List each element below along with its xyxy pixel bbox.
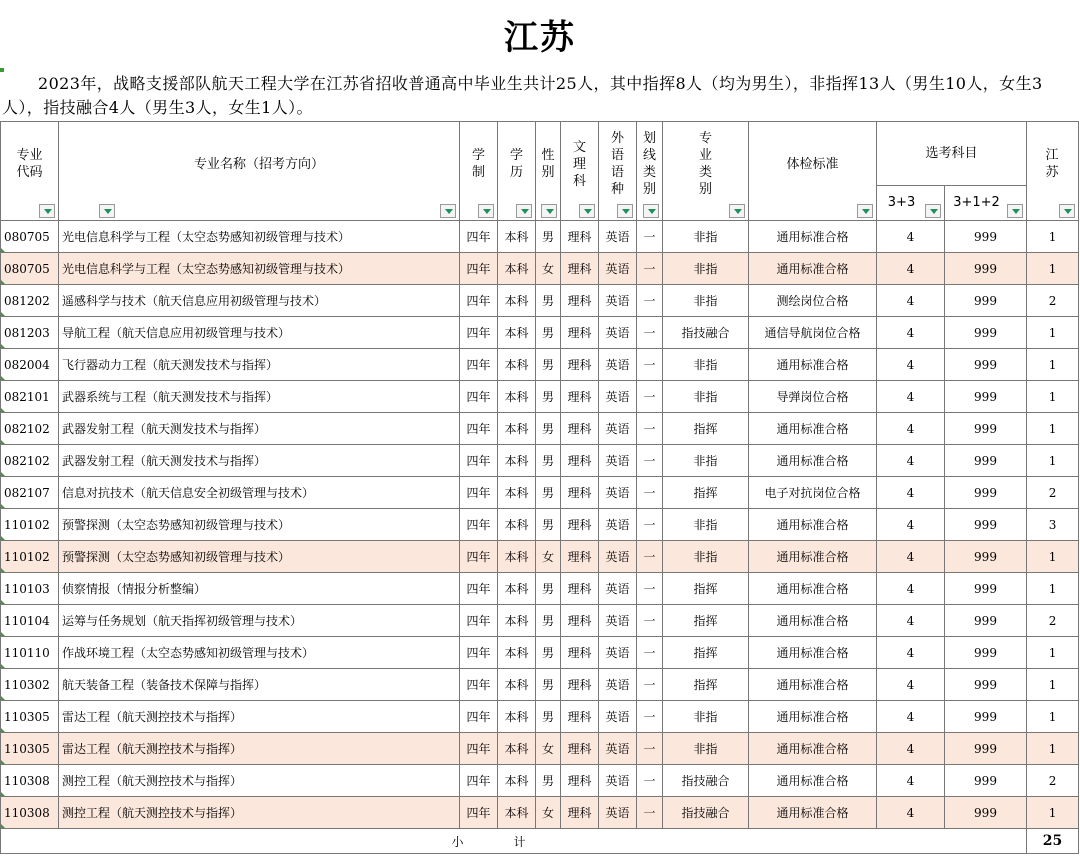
- province-count-cell: 1: [1027, 445, 1079, 477]
- name-cell: 作战环境工程（太空态势感知初级管理与技术）: [59, 637, 460, 669]
- name-cell: 测控工程（航天测控技术与指挥）: [59, 765, 460, 797]
- duration-cell: 四年: [460, 797, 498, 829]
- lang-cell: 英语: [599, 509, 637, 541]
- code-cell: 110305: [1, 733, 59, 765]
- gender-cell: 男: [536, 637, 561, 669]
- subject-cell: 理科: [561, 509, 599, 541]
- province-count-cell: 1: [1027, 221, 1079, 253]
- exam-a-cell: 4: [877, 541, 945, 573]
- line-cell: 一: [637, 605, 663, 637]
- category-cell: 非指: [663, 221, 749, 253]
- header-exam-a: 3+3: [877, 185, 945, 220]
- exam-a-cell: 4: [877, 317, 945, 349]
- exam-a-cell: 4: [877, 509, 945, 541]
- subject-cell: 理科: [561, 637, 599, 669]
- health-cell: 通用标准合格: [749, 413, 877, 445]
- province-count-cell: 1: [1027, 381, 1079, 413]
- health-cell: 通用标准合格: [749, 797, 877, 829]
- duration-cell: 四年: [460, 573, 498, 605]
- name-cell: 武器系统与工程（航天测发技术与指挥）: [59, 381, 460, 413]
- health-cell: 通用标准合格: [749, 509, 877, 541]
- gender-cell: 男: [536, 349, 561, 381]
- exam-b-cell: 999: [945, 637, 1027, 669]
- line-cell: 一: [637, 477, 663, 509]
- code-cell: 110110: [1, 637, 59, 669]
- gender-cell: 男: [536, 605, 561, 637]
- health-cell: 通用标准合格: [749, 541, 877, 573]
- province-count-cell: 1: [1027, 733, 1079, 765]
- filter-dropdown[interactable]: [1007, 204, 1023, 218]
- code-cell: 082101: [1, 381, 59, 413]
- table-row: [1, 701, 1079, 733]
- exam-b-cell: 999: [945, 477, 1027, 509]
- exam-a-cell: 4: [877, 349, 945, 381]
- exam-b-cell: 999: [945, 381, 1027, 413]
- degree-cell: 本科: [498, 765, 536, 797]
- name-cell: 雷达工程（航天测控技术与指挥）: [59, 733, 460, 765]
- lang-cell: 英语: [599, 317, 637, 349]
- health-cell: 通用标准合格: [749, 445, 877, 477]
- code-cell: 110102: [1, 541, 59, 573]
- name-cell: 信息对抗技术（航天信息安全初级管理与技术）: [59, 477, 460, 509]
- category-cell: 非指: [663, 445, 749, 477]
- gender-cell: 男: [536, 509, 561, 541]
- degree-cell: 本科: [498, 573, 536, 605]
- subject-cell: 理科: [561, 573, 599, 605]
- lang-cell: 英语: [599, 445, 637, 477]
- header-health: 体检标准: [749, 122, 877, 221]
- category-cell: 指挥: [663, 573, 749, 605]
- table-row: [1, 637, 1079, 669]
- lang-cell: 英语: [599, 477, 637, 509]
- exam-b-cell: 999: [945, 221, 1027, 253]
- degree-cell: 本科: [498, 669, 536, 701]
- table-row: [1, 733, 1079, 765]
- province-count-cell: 1: [1027, 349, 1079, 381]
- lang-cell: 英语: [599, 637, 637, 669]
- line-cell: 一: [637, 253, 663, 285]
- exam-b-cell: 999: [945, 445, 1027, 477]
- table-row: [1, 797, 1079, 829]
- code-cell: 082107: [1, 477, 59, 509]
- degree-cell: 本科: [498, 285, 536, 317]
- header-degree: 学历: [498, 122, 536, 221]
- exam-a-cell: 4: [877, 477, 945, 509]
- filter-dropdown[interactable]: [643, 204, 659, 218]
- degree-cell: 本科: [498, 349, 536, 381]
- filter-dropdown[interactable]: [579, 204, 595, 218]
- gender-cell: 女: [536, 253, 561, 285]
- subject-cell: 理科: [561, 733, 599, 765]
- exam-a-cell: 4: [877, 605, 945, 637]
- subject-cell: 理科: [561, 541, 599, 573]
- header-code: 专业代码: [1, 122, 59, 221]
- exam-a-cell: 4: [877, 573, 945, 605]
- gender-cell: 女: [536, 797, 561, 829]
- lang-cell: 英语: [599, 733, 637, 765]
- exam-b-cell: 999: [945, 605, 1027, 637]
- line-cell: 一: [637, 701, 663, 733]
- category-cell: 指挥: [663, 669, 749, 701]
- degree-cell: 本科: [498, 381, 536, 413]
- exam-b-cell: 999: [945, 765, 1027, 797]
- category-cell: 指挥: [663, 605, 749, 637]
- category-cell: 指技融合: [663, 765, 749, 797]
- gender-cell: 男: [536, 445, 561, 477]
- table-row: [1, 413, 1079, 445]
- filter-dropdown[interactable]: [516, 204, 532, 218]
- gender-cell: 男: [536, 285, 561, 317]
- lang-cell: 英语: [599, 413, 637, 445]
- lang-cell: 英语: [599, 285, 637, 317]
- health-cell: 通用标准合格: [749, 701, 877, 733]
- header-exam-b: 3+1+2: [945, 185, 1027, 220]
- name-cell: 预警探测（太空态势感知初级管理与技术）: [59, 541, 460, 573]
- exam-b-cell: 999: [945, 541, 1027, 573]
- subject-cell: 理科: [561, 445, 599, 477]
- header-gender: 性别: [536, 122, 561, 221]
- category-cell: 非指: [663, 701, 749, 733]
- duration-cell: 四年: [460, 733, 498, 765]
- filter-dropdown[interactable]: [440, 204, 456, 218]
- duration-cell: 四年: [460, 605, 498, 637]
- exam-b-cell: 999: [945, 349, 1027, 381]
- duration-cell: 四年: [460, 381, 498, 413]
- header-province: 江苏: [1027, 122, 1079, 221]
- duration-cell: 四年: [460, 349, 498, 381]
- lang-cell: 英语: [599, 349, 637, 381]
- table-row: [1, 573, 1079, 605]
- category-cell: 非指: [663, 541, 749, 573]
- category-cell: 非指: [663, 285, 749, 317]
- table-row: [1, 477, 1079, 509]
- category-cell: 指挥: [663, 413, 749, 445]
- filter-dropdown[interactable]: [729, 204, 745, 218]
- degree-cell: 本科: [498, 509, 536, 541]
- exam-a-cell: 4: [877, 701, 945, 733]
- code-cell: 110103: [1, 573, 59, 605]
- table-row: [1, 605, 1079, 637]
- table-row: [1, 669, 1079, 701]
- gender-cell: 男: [536, 669, 561, 701]
- province-count-cell: 2: [1027, 605, 1079, 637]
- health-cell: 通用标准合格: [749, 637, 877, 669]
- gender-cell: 男: [536, 701, 561, 733]
- table-row: [1, 445, 1079, 477]
- filter-dropdown[interactable]: [99, 204, 115, 218]
- degree-cell: 本科: [498, 413, 536, 445]
- province-count-cell: 1: [1027, 573, 1079, 605]
- name-cell: 武器发射工程（航天测发技术与指挥）: [59, 413, 460, 445]
- line-cell: 一: [637, 349, 663, 381]
- line-cell: 一: [637, 413, 663, 445]
- table-row: [1, 285, 1079, 317]
- table-row: [1, 221, 1079, 253]
- table-row: [1, 541, 1079, 573]
- filter-dropdown[interactable]: [857, 204, 873, 218]
- code-cell: 110308: [1, 765, 59, 797]
- header-duration: 学制: [460, 122, 498, 221]
- lang-cell: 英语: [599, 669, 637, 701]
- health-cell: 通用标准合格: [749, 605, 877, 637]
- province-count-cell: 1: [1027, 701, 1079, 733]
- line-cell: 一: [637, 669, 663, 701]
- degree-cell: 本科: [498, 253, 536, 285]
- province-count-cell: 2: [1027, 477, 1079, 509]
- health-cell: 通用标准合格: [749, 349, 877, 381]
- duration-cell: 四年: [460, 509, 498, 541]
- lang-cell: 英语: [599, 797, 637, 829]
- code-cell: 110305: [1, 701, 59, 733]
- degree-cell: 本科: [498, 445, 536, 477]
- gender-cell: 男: [536, 413, 561, 445]
- subject-cell: 理科: [561, 797, 599, 829]
- province-count-cell: 1: [1027, 637, 1079, 669]
- category-cell: 非指: [663, 509, 749, 541]
- gender-cell: 男: [536, 573, 561, 605]
- table-row: [1, 253, 1079, 285]
- code-cell: 080705: [1, 253, 59, 285]
- health-cell: 通用标准合格: [749, 669, 877, 701]
- subject-cell: 理科: [561, 701, 599, 733]
- duration-cell: 四年: [460, 669, 498, 701]
- degree-cell: 本科: [498, 637, 536, 669]
- province-count-cell: 1: [1027, 317, 1079, 349]
- table-row: [1, 765, 1079, 797]
- duration-cell: 四年: [460, 317, 498, 349]
- header-lang: 外语语种: [599, 122, 637, 221]
- duration-cell: 四年: [460, 253, 498, 285]
- gender-cell: 男: [536, 765, 561, 797]
- intro-paragraph: 2023年，战略支援部队航天工程大学在江苏省招收普通高中毕业生共计25人，其中指挥8人（均为男生），非指挥13人（男生10人，女生3人），指技融合4人（男生3人，女生1人）。: [2, 74, 1043, 117]
- duration-cell: 四年: [460, 637, 498, 669]
- exam-b-cell: 999: [945, 797, 1027, 829]
- subject-cell: 理科: [561, 477, 599, 509]
- exam-b-cell: 999: [945, 413, 1027, 445]
- duration-cell: 四年: [460, 477, 498, 509]
- code-cell: 110302: [1, 669, 59, 701]
- gender-cell: 女: [536, 541, 561, 573]
- degree-cell: 本科: [498, 541, 536, 573]
- health-cell: 通用标准合格: [749, 733, 877, 765]
- filter-dropdown[interactable]: [39, 204, 55, 218]
- code-cell: 080705: [1, 221, 59, 253]
- exam-b-cell: 999: [945, 253, 1027, 285]
- category-cell: 非指: [663, 253, 749, 285]
- exam-a-cell: 4: [877, 253, 945, 285]
- province-count-cell: 1: [1027, 541, 1079, 573]
- province-count-cell: 1: [1027, 413, 1079, 445]
- category-cell: 指技融合: [663, 797, 749, 829]
- duration-cell: 四年: [460, 445, 498, 477]
- exam-a-cell: 4: [877, 413, 945, 445]
- category-cell: 指技融合: [663, 317, 749, 349]
- province-count-cell: 2: [1027, 285, 1079, 317]
- subtotal-label: 小计: [1, 829, 1027, 854]
- code-cell: 110104: [1, 605, 59, 637]
- province-count-cell: 1: [1027, 669, 1079, 701]
- degree-cell: 本科: [498, 221, 536, 253]
- subject-cell: 理科: [561, 605, 599, 637]
- category-cell: 非指: [663, 381, 749, 413]
- line-cell: 一: [637, 285, 663, 317]
- name-cell: 光电信息科学与工程（太空态势感知初级管理与技术）: [59, 221, 460, 253]
- health-cell: 通用标准合格: [749, 253, 877, 285]
- table-row: [1, 349, 1079, 381]
- subject-cell: 理科: [561, 765, 599, 797]
- exam-b-cell: 999: [945, 317, 1027, 349]
- code-cell: 082102: [1, 445, 59, 477]
- table-row: [1, 317, 1079, 349]
- name-cell: 导航工程（航天信息应用初级管理与技术）: [59, 317, 460, 349]
- gender-cell: 男: [536, 381, 561, 413]
- name-cell: 飞行器动力工程（航天测发技术与指挥）: [59, 349, 460, 381]
- line-cell: 一: [637, 445, 663, 477]
- code-cell: 081202: [1, 285, 59, 317]
- province-count-cell: 2: [1027, 765, 1079, 797]
- header-exam-group: 选考科目: [877, 122, 1027, 186]
- health-cell: 通信导航岗位合格: [749, 317, 877, 349]
- name-cell: 武器发射工程（航天测发技术与指挥）: [59, 445, 460, 477]
- header-subject: 文理科: [561, 122, 599, 221]
- province-count-cell: 3: [1027, 509, 1079, 541]
- admission-table: [0, 121, 1079, 854]
- code-cell: 082102: [1, 413, 59, 445]
- name-cell: 遥感科学与技术（航天信息应用初级管理与技术）: [59, 285, 460, 317]
- header-name: 专业名称（招考方向）: [59, 122, 460, 221]
- name-cell: 雷达工程（航天测控技术与指挥）: [59, 701, 460, 733]
- code-cell: 110102: [1, 509, 59, 541]
- header-category: 专业类别: [663, 122, 749, 221]
- filter-dropdown[interactable]: [478, 204, 494, 218]
- category-cell: 指挥: [663, 477, 749, 509]
- subject-cell: 理科: [561, 317, 599, 349]
- health-cell: 测绘岗位合格: [749, 285, 877, 317]
- lang-cell: 英语: [599, 541, 637, 573]
- code-cell: 082004: [1, 349, 59, 381]
- page-title: 江苏: [504, 18, 576, 58]
- name-cell: 测控工程（航天测控技术与指挥）: [59, 797, 460, 829]
- duration-cell: 四年: [460, 413, 498, 445]
- duration-cell: 四年: [460, 541, 498, 573]
- health-cell: 通用标准合格: [749, 221, 877, 253]
- subject-cell: 理科: [561, 413, 599, 445]
- subject-cell: 理科: [561, 349, 599, 381]
- exam-b-cell: 999: [945, 701, 1027, 733]
- degree-cell: 本科: [498, 605, 536, 637]
- line-cell: 一: [637, 509, 663, 541]
- exam-a-cell: 4: [877, 221, 945, 253]
- degree-cell: 本科: [498, 317, 536, 349]
- filter-dropdown[interactable]: [617, 204, 633, 218]
- category-cell: 指挥: [663, 637, 749, 669]
- exam-a-cell: 4: [877, 445, 945, 477]
- code-cell: 110308: [1, 797, 59, 829]
- filter-dropdown[interactable]: [541, 204, 557, 218]
- line-cell: 一: [637, 573, 663, 605]
- name-cell: 运筹与任务规划（航天指挥初级管理与技术）: [59, 605, 460, 637]
- exam-a-cell: 4: [877, 765, 945, 797]
- exam-a-cell: 4: [877, 285, 945, 317]
- duration-cell: 四年: [460, 221, 498, 253]
- lang-cell: 英语: [599, 381, 637, 413]
- exam-b-cell: 999: [945, 509, 1027, 541]
- category-cell: 非指: [663, 349, 749, 381]
- duration-cell: 四年: [460, 765, 498, 797]
- province-count-cell: 1: [1027, 253, 1079, 285]
- subject-cell: 理科: [561, 381, 599, 413]
- exam-b-cell: 999: [945, 669, 1027, 701]
- exam-b-cell: 999: [945, 573, 1027, 605]
- header-line: 划线类别: [637, 122, 663, 221]
- degree-cell: 本科: [498, 733, 536, 765]
- subject-cell: 理科: [561, 285, 599, 317]
- line-cell: 一: [637, 317, 663, 349]
- filter-dropdown[interactable]: [1059, 204, 1075, 218]
- health-cell: 通用标准合格: [749, 765, 877, 797]
- province-count-cell: 1: [1027, 797, 1079, 829]
- lang-cell: 英语: [599, 573, 637, 605]
- exam-b-cell: 999: [945, 733, 1027, 765]
- name-cell: 预警探测（太空态势感知初级管理与技术）: [59, 509, 460, 541]
- table-row: [1, 509, 1079, 541]
- lang-cell: 英语: [599, 605, 637, 637]
- duration-cell: 四年: [460, 285, 498, 317]
- filter-dropdown[interactable]: [925, 204, 941, 218]
- gender-cell: 男: [536, 317, 561, 349]
- degree-cell: 本科: [498, 797, 536, 829]
- line-cell: 一: [637, 765, 663, 797]
- health-cell: 通用标准合格: [749, 573, 877, 605]
- gender-cell: 女: [536, 733, 561, 765]
- name-cell: 航天装备工程（装备技术保障与指挥）: [59, 669, 460, 701]
- subtotal-value: 25: [1027, 829, 1079, 854]
- code-cell: 081203: [1, 317, 59, 349]
- health-cell: 导弹岗位合格: [749, 381, 877, 413]
- line-cell: 一: [637, 733, 663, 765]
- gender-cell: 男: [536, 477, 561, 509]
- lang-cell: 英语: [599, 765, 637, 797]
- exam-a-cell: 4: [877, 669, 945, 701]
- line-cell: 一: [637, 381, 663, 413]
- category-cell: 非指: [663, 733, 749, 765]
- gender-cell: 男: [536, 221, 561, 253]
- subject-cell: 理科: [561, 221, 599, 253]
- lang-cell: 英语: [599, 253, 637, 285]
- lang-cell: 英语: [599, 701, 637, 733]
- duration-cell: 四年: [460, 701, 498, 733]
- exam-a-cell: 4: [877, 733, 945, 765]
- exam-a-cell: 4: [877, 637, 945, 669]
- subject-cell: 理科: [561, 253, 599, 285]
- degree-cell: 本科: [498, 701, 536, 733]
- subject-cell: 理科: [561, 669, 599, 701]
- degree-cell: 本科: [498, 477, 536, 509]
- exam-b-cell: 999: [945, 285, 1027, 317]
- table-row: [1, 381, 1079, 413]
- line-cell: 一: [637, 637, 663, 669]
- lang-cell: 英语: [599, 221, 637, 253]
- exam-a-cell: 4: [877, 797, 945, 829]
- name-cell: 侦察情报（情报分析整编）: [59, 573, 460, 605]
- line-cell: 一: [637, 221, 663, 253]
- name-cell: 光电信息科学与工程（太空态势感知初级管理与技术）: [59, 253, 460, 285]
- health-cell: 电子对抗岗位合格: [749, 477, 877, 509]
- line-cell: 一: [637, 541, 663, 573]
- line-cell: 一: [637, 797, 663, 829]
- exam-a-cell: 4: [877, 381, 945, 413]
